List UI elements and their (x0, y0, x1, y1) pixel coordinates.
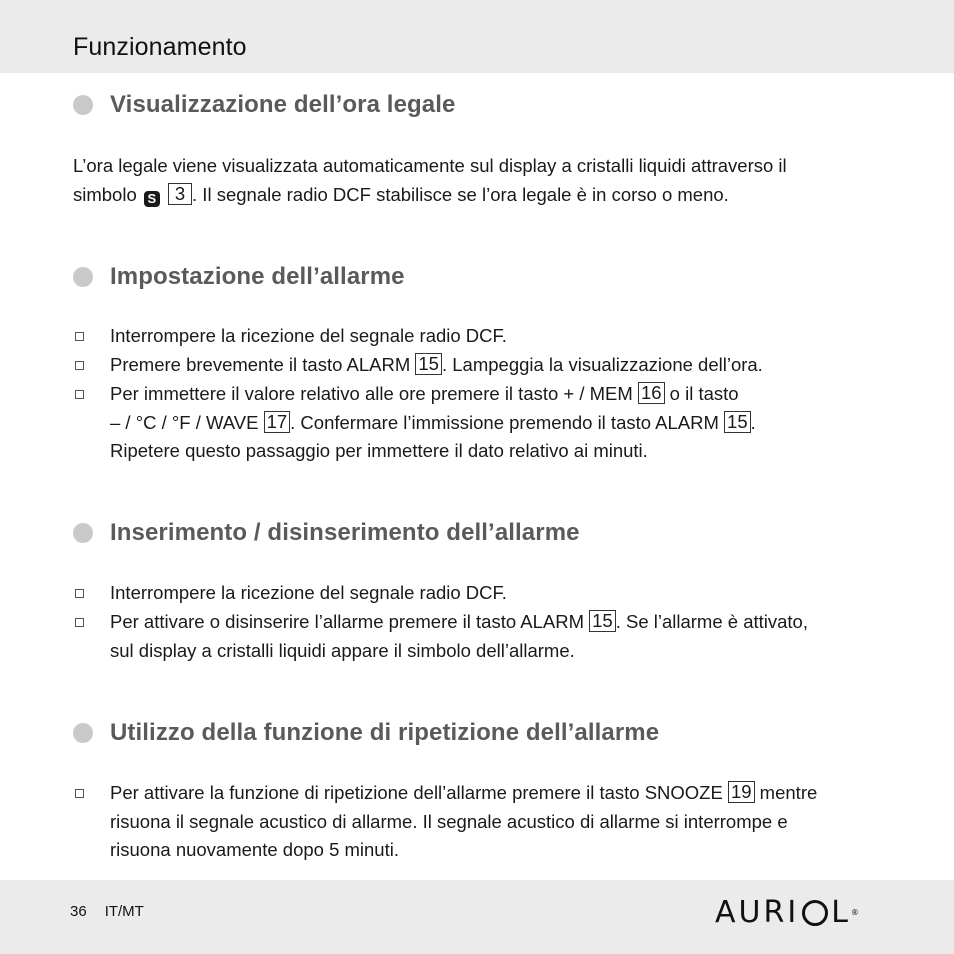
footer-info (70, 903, 162, 920)
ref-number: 16 (638, 382, 665, 404)
checkbox-square-icon (75, 789, 84, 798)
bullet-dot-icon (73, 95, 93, 115)
registered-mark: ® (850, 908, 859, 917)
paragraph-text: . Il segnale radio DCF stabilisce se l’ora legale è in corso o meno. (192, 183, 729, 205)
section-title: Impostazione dell’allarme (110, 263, 405, 290)
list-item-text: . Se l’allarme è attivato, (615, 611, 808, 632)
list-item (73, 608, 873, 665)
auriol-logo (715, 895, 859, 930)
bullet-dot-icon (73, 267, 93, 287)
list-item-text: . (750, 411, 756, 433)
list-item-text: Ripetere questo passaggio per immettere il dato relativo ai minuti. (110, 440, 648, 461)
list-item (73, 579, 873, 608)
ref-number: 15 (415, 353, 442, 375)
list-item-text: o il tasto (664, 383, 739, 404)
dst-symbol-icon: S (144, 191, 160, 207)
paragraph-text: simbolo (73, 183, 137, 205)
list-item-text: . Lampeggia la visualizzazione dell’ora. (441, 354, 763, 375)
list-item (73, 779, 873, 865)
ref-number: 3 (168, 183, 192, 205)
page-title: Funzionamento (73, 33, 247, 61)
checkbox-square-icon (75, 589, 84, 598)
daylight-saving-paragraph (73, 152, 873, 209)
logo-text-end: L (831, 895, 851, 930)
section-title: Visualizzazione dell’ora legale (110, 91, 456, 118)
paragraph-line: L’ora legale viene visualizzata automaticamente sul display a cristalli liquidi attraverso il (73, 155, 787, 176)
list-item-text: risuona nuovamente dopo 5 minuti. (110, 839, 399, 860)
page-number: 36 (70, 903, 87, 920)
section-heading-alarm-toggle (73, 519, 580, 547)
list-item-text: sul display a cristalli liquidi appare il simbolo dell’allarme. (110, 639, 575, 661)
logo-o-ring-icon (802, 900, 828, 926)
list-item-text: Per attivare la funzione di ripetizione dell’allarme premere il tasto SNOOZE (110, 782, 723, 803)
ref-number: 17 (264, 411, 291, 433)
ref-number: 19 (728, 781, 755, 803)
locale-code: IT/MT (104, 903, 144, 920)
list-item-text: Interrompere la ricezione del segnale radio DCF. (110, 325, 507, 346)
ref-number: 15 (589, 610, 616, 632)
list-item-text: mentre (754, 782, 818, 803)
list-item (73, 322, 873, 351)
list-item-text: Interrompere la ricezione del segnale radio DCF. (110, 582, 507, 603)
list-item (73, 351, 873, 380)
section-heading-alarm-setting (73, 263, 405, 291)
ref-number: 15 (724, 411, 751, 433)
list-item-text: Premere brevemente il tasto ALARM (110, 354, 411, 375)
list-item-text: Per immettere il valore relativo alle ore premere il tasto + / MEM (110, 383, 633, 404)
list-item-text: Per attivare o disinserire l’allarme premere il tasto ALARM (110, 611, 584, 632)
bullet-dot-icon (73, 523, 93, 543)
bullet-dot-icon (73, 723, 93, 743)
section-heading-daylight-saving (73, 91, 455, 119)
checkbox-square-icon (75, 332, 84, 341)
checkbox-square-icon (75, 361, 84, 370)
section-title: Utilizzo della funzione di ripetizione dell’allarme (110, 719, 660, 746)
list-item-text: . Confermare l’immissione premendo il tasto ALARM (290, 411, 719, 433)
section-title: Inserimento / disinserimento dell’allarme (110, 519, 580, 546)
list-item (73, 380, 873, 466)
logo-text: AURI (715, 895, 800, 930)
checkbox-square-icon (75, 390, 84, 399)
checkbox-square-icon (75, 618, 84, 627)
list-item-text: – / °C / °F / WAVE (110, 411, 259, 433)
list-item-text: risuona il segnale acustico di allarme. Il segnale acustico di allarme si interrompe e (110, 810, 788, 832)
section-heading-snooze (73, 719, 659, 747)
